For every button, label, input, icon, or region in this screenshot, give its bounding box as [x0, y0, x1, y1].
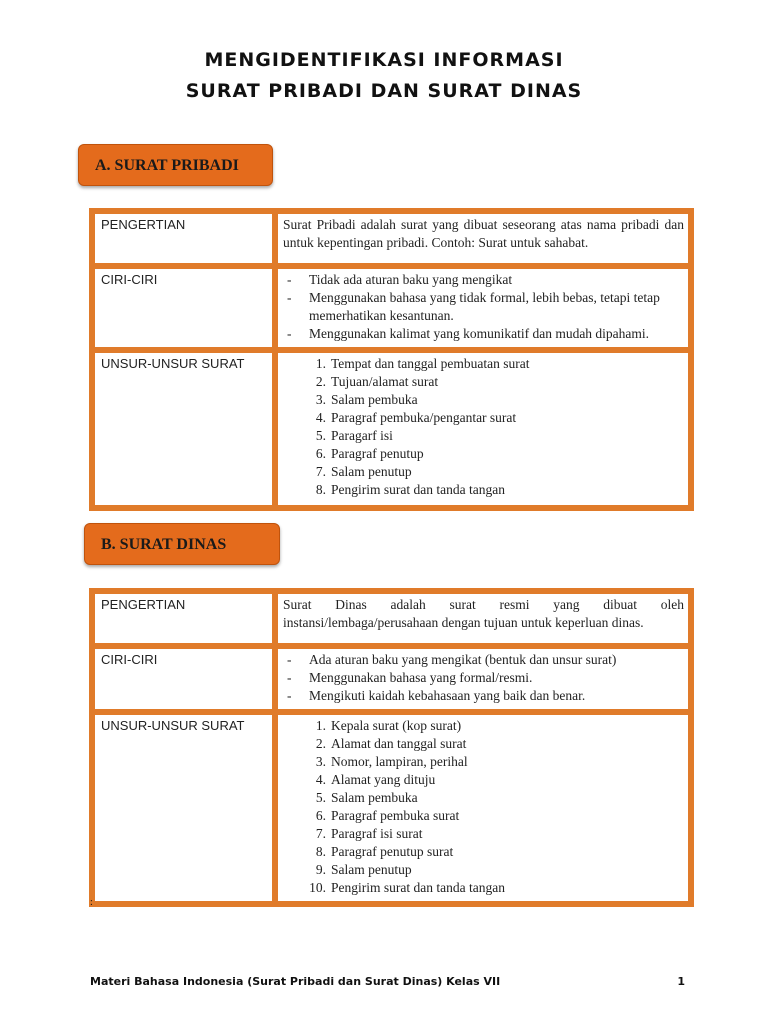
item-number: 8. — [315, 482, 326, 497]
list-item: - Menggunakan bahasa yang formal/resmi. — [283, 669, 684, 687]
table-row — [92, 646, 691, 712]
pengertian-text: Surat Pribadi adalah surat yang dibuat seseorang atas nama pribadi dan untuk kepentingan pribadi. Contoh: Surat untuk sahabat. — [275, 211, 691, 266]
list-item — [283, 825, 684, 843]
item-number: 4. — [315, 410, 326, 425]
list-item — [283, 843, 684, 861]
table-row — [92, 712, 691, 904]
item-text: Alamat dan tanggal surat — [331, 736, 467, 751]
item-text: Nomor, lampiran, perihal — [331, 754, 468, 769]
list-item — [283, 717, 684, 735]
list-item — [283, 789, 684, 807]
pengertian-label: PENGERTIAN — [92, 211, 275, 266]
item-number: 5. — [315, 790, 326, 805]
item-number: 3. — [315, 754, 326, 769]
pengertian-label: PENGERTIAN — [92, 591, 275, 646]
footer-text: Materi Bahasa Indonesia (Surat Pribadi dan Surat Dinas) Kelas VII — [90, 975, 501, 988]
section-a-heading: A. SURAT PRIBADI — [78, 144, 273, 186]
item-number: 10. — [309, 880, 326, 895]
list-item — [283, 861, 684, 879]
page-footer — [90, 975, 685, 988]
ciri-cell — [275, 646, 691, 712]
item-text: Paragraf penutup — [331, 446, 424, 461]
ciri-label: CIRI-CIRI — [92, 266, 275, 350]
list-item: - Menggunakan kalimat yang komunikatif dan mudah dipahami. — [283, 325, 684, 343]
table-row — [92, 211, 691, 266]
pengertian-text: Surat Dinas adalah surat resmi yang dibuat oleh instansi/lembaga/perusahaan dengan tujuan untuk keperluan dinas. — [275, 591, 691, 646]
list-item — [283, 807, 684, 825]
item-text: Tujuan/alamat surat — [331, 374, 439, 389]
ciri-cell — [275, 266, 691, 350]
list-item — [283, 771, 684, 789]
item-number: 7. — [315, 464, 326, 479]
item-number: 2. — [315, 374, 326, 389]
unsur-cell — [275, 350, 691, 508]
list-item: - Mengikuti kaidah kebahasaan yang baik dan benar. — [283, 687, 684, 705]
document-title-line-1: MENGIDENTIFIKASI INFORMASI — [204, 49, 564, 71]
list-item: - Ada aturan baku yang mengikat (bentuk dan unsur surat) — [283, 651, 684, 669]
item-text: Tempat dan tanggal pembuatan surat — [331, 356, 530, 371]
unsur-list — [283, 717, 684, 897]
item-text: Salam penutup — [331, 464, 412, 479]
list-item — [283, 445, 684, 463]
ciri-list — [283, 271, 684, 343]
table-row — [92, 266, 691, 350]
item-text: Salam pembuka — [331, 790, 418, 805]
item-number: 7. — [315, 826, 326, 841]
item-number: 3. — [315, 392, 326, 407]
item-number: 6. — [315, 808, 326, 823]
ciri-list — [283, 651, 684, 705]
item-text: Pengirim surat dan tanda tangan — [331, 482, 505, 497]
item-text: Paragraf pembuka surat — [331, 808, 460, 823]
item-number: 6. — [315, 446, 326, 461]
item-number: 8. — [315, 844, 326, 859]
item-number: 2. — [315, 736, 326, 751]
unsur-cell — [275, 712, 691, 904]
unsur-list — [283, 355, 684, 499]
list-item — [283, 879, 684, 897]
surat-pribadi-table — [89, 208, 694, 511]
item-text: Kepala surat (kop surat) — [331, 718, 462, 733]
table-row — [92, 591, 691, 646]
item-number: 9. — [315, 862, 326, 877]
document-title-line-2: SURAT PRIBADI DAN SURAT DINAS — [185, 80, 583, 102]
item-text: Paragarf isi — [331, 428, 393, 443]
list-item — [283, 355, 684, 373]
list-item — [283, 409, 684, 427]
unsur-label: UNSUR-UNSUR SURAT — [92, 712, 275, 904]
list-item — [283, 753, 684, 771]
stray-mark: : — [90, 897, 93, 908]
section-b-heading: B. SURAT DINAS — [84, 523, 280, 565]
list-item: - Tidak ada aturan baku yang mengikat — [283, 271, 684, 289]
item-number: 5. — [315, 428, 326, 443]
list-item — [283, 481, 684, 499]
item-number: 4. — [315, 772, 326, 787]
list-item: - Menggunakan bahasa yang tidak formal, lebih bebas, tetapi tetap memerhatikan kesantunan. — [283, 289, 684, 325]
item-text: Salam penutup — [331, 862, 412, 877]
list-item — [283, 463, 684, 481]
surat-dinas-table — [89, 588, 694, 907]
item-number: 1. — [315, 356, 326, 371]
item-text: Paragraf pembuka/pengantar surat — [331, 410, 517, 425]
item-number: 1. — [315, 718, 326, 733]
item-text: Paragraf isi surat — [331, 826, 423, 841]
list-item — [283, 427, 684, 445]
list-item — [283, 391, 684, 409]
list-item — [283, 373, 684, 391]
item-text: Salam pembuka — [331, 392, 418, 407]
list-item — [283, 735, 684, 753]
table-row — [92, 350, 691, 508]
item-text: Alamat yang dituju — [331, 772, 436, 787]
item-text: Paragraf penutup surat — [331, 844, 454, 859]
item-text: Pengirim surat dan tanda tangan — [331, 880, 505, 895]
page-number: 1 — [677, 975, 685, 988]
unsur-label: UNSUR-UNSUR SURAT — [92, 350, 275, 508]
ciri-label: CIRI-CIRI — [92, 646, 275, 712]
